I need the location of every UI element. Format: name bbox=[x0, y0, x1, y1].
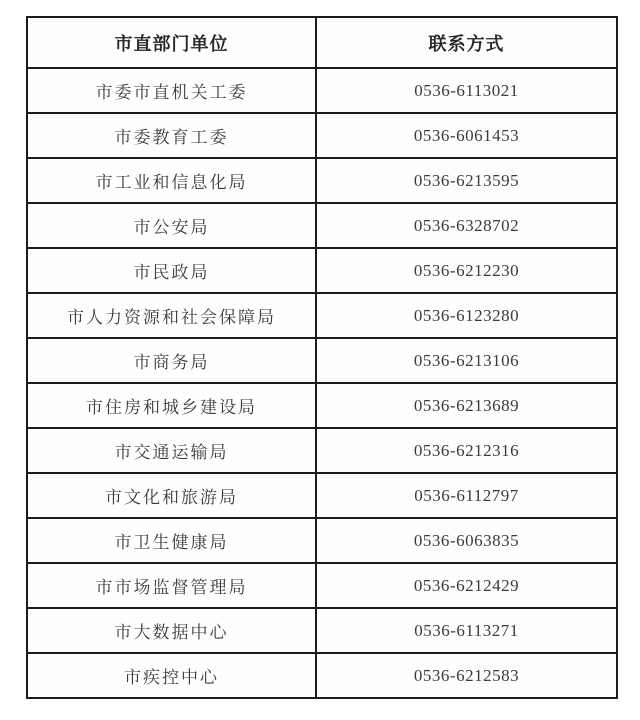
phone-cell: 0536-6212429 bbox=[316, 563, 617, 608]
department-cell: 市工业和信息化局 bbox=[27, 158, 316, 203]
phone-cell: 0536-6212316 bbox=[316, 428, 617, 473]
department-cell: 市卫生健康局 bbox=[27, 518, 316, 563]
phone-cell: 0536-6213689 bbox=[316, 383, 617, 428]
department-cell: 市市场监督管理局 bbox=[27, 563, 316, 608]
phone-cell: 0536-6213595 bbox=[316, 158, 617, 203]
table-body bbox=[27, 68, 617, 698]
header-contact: 联系方式 bbox=[316, 17, 617, 68]
department-cell: 市公安局 bbox=[27, 203, 316, 248]
table-row bbox=[27, 653, 617, 698]
phone-cell: 0536-6061453 bbox=[316, 113, 617, 158]
department-cell: 市委教育工委 bbox=[27, 113, 316, 158]
phone-cell: 0536-6213106 bbox=[316, 338, 617, 383]
table-row bbox=[27, 293, 617, 338]
department-cell: 市商务局 bbox=[27, 338, 316, 383]
table-row bbox=[27, 428, 617, 473]
table-row bbox=[27, 158, 617, 203]
department-cell: 市民政局 bbox=[27, 248, 316, 293]
phone-cell: 0536-6113271 bbox=[316, 608, 617, 653]
department-cell: 市人力资源和社会保障局 bbox=[27, 293, 316, 338]
contact-table bbox=[26, 16, 618, 699]
table-row bbox=[27, 608, 617, 653]
department-cell: 市文化和旅游局 bbox=[27, 473, 316, 518]
phone-cell: 0536-6113021 bbox=[316, 68, 617, 113]
phone-cell: 0536-6328702 bbox=[316, 203, 617, 248]
department-cell: 市委市直机关工委 bbox=[27, 68, 316, 113]
table-row bbox=[27, 203, 617, 248]
table-row bbox=[27, 338, 617, 383]
department-cell: 市交通运输局 bbox=[27, 428, 316, 473]
phone-cell: 0536-6123280 bbox=[316, 293, 617, 338]
department-cell: 市住房和城乡建设局 bbox=[27, 383, 316, 428]
phone-cell: 0536-6212583 bbox=[316, 653, 617, 698]
phone-cell: 0536-6212230 bbox=[316, 248, 617, 293]
department-cell: 市大数据中心 bbox=[27, 608, 316, 653]
table-row bbox=[27, 68, 617, 113]
table-header bbox=[27, 17, 617, 68]
header-department: 市直部门单位 bbox=[27, 17, 316, 68]
table-row bbox=[27, 473, 617, 518]
phone-cell: 0536-6063835 bbox=[316, 518, 617, 563]
table-row bbox=[27, 248, 617, 293]
department-cell: 市疾控中心 bbox=[27, 653, 316, 698]
table-row bbox=[27, 113, 617, 158]
table-row bbox=[27, 383, 617, 428]
header-row bbox=[27, 17, 617, 68]
table-row bbox=[27, 563, 617, 608]
phone-cell: 0536-6112797 bbox=[316, 473, 617, 518]
table-row bbox=[27, 518, 617, 563]
